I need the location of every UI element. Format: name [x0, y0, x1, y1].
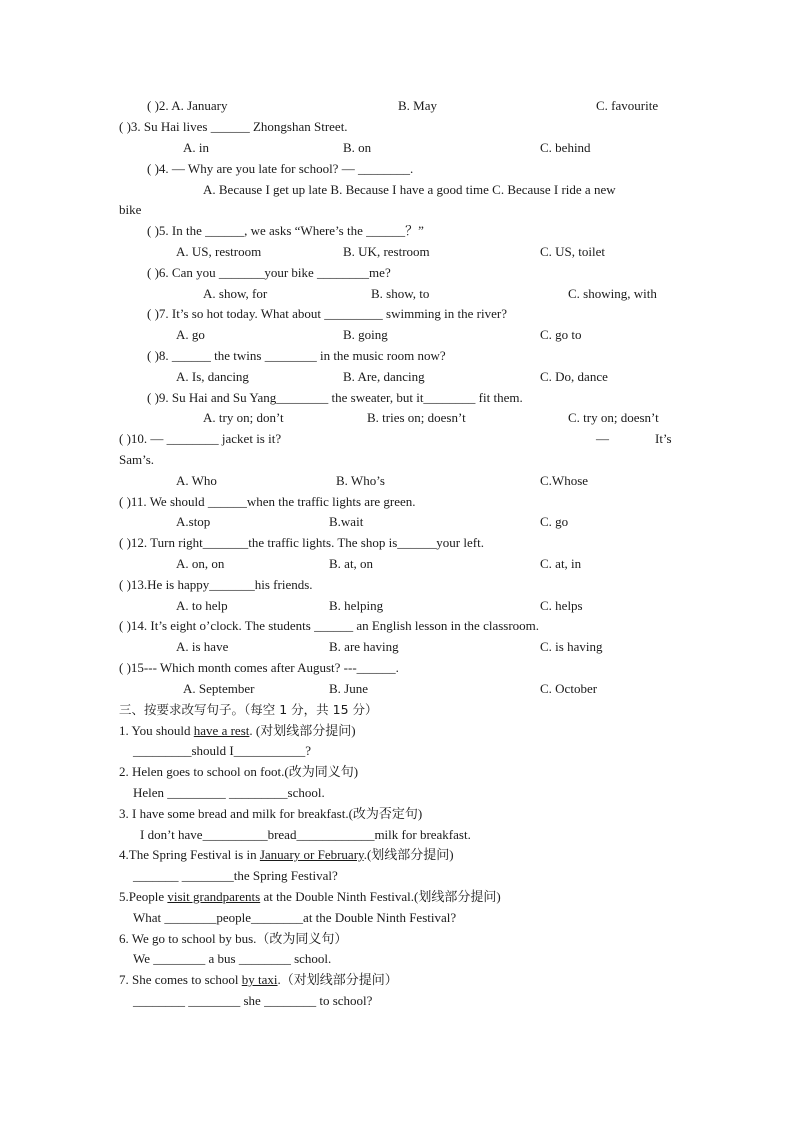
rewrite-3-prompt: 3. I have some bread and milk for breakfast.(改为否定句) — [119, 806, 423, 821]
question-15-option-b: B. June — [329, 681, 368, 696]
question-11-stem: ( )11. We should ______when the traffic lights are green. — [119, 494, 416, 509]
question-9-option-a: A. try on; don’t — [203, 410, 284, 425]
question-7-option-b: B. going — [343, 327, 388, 342]
rewrite-1-answer: _________should I___________? — [133, 743, 312, 758]
question-14-option-a: A. is have — [176, 639, 229, 654]
question-3-stem: ( )3. Su Hai lives ______ Zhongshan Street. — [119, 119, 348, 134]
question-13-option-a: A. to help — [176, 598, 228, 613]
question-5-option-a: A. US, restroom — [176, 244, 262, 259]
question-7-option-c: C. go to — [540, 327, 582, 342]
question-2-option-b: B. May — [398, 98, 437, 113]
question-10-option-a: A. Who — [176, 473, 217, 488]
question-2-option-c: C. favourite — [596, 98, 659, 113]
question-10-stem: ( )10. — ________ jacket is it? — [119, 431, 282, 446]
question-12-option-c: C. at, in — [540, 556, 582, 571]
question-4-wrap: bike — [119, 202, 142, 217]
question-5-stem: ( )5. In the ______, we asks “Where’s the ______？” — [147, 223, 424, 238]
question-8-option-a: A. Is, dancing — [176, 369, 249, 384]
question-10-dash: — — [596, 431, 609, 446]
question-11-option-a: A.stop — [176, 514, 211, 529]
question-8-option-c: C. Do, dance — [540, 369, 608, 384]
question-6-stem: ( )6. Can you _______your bike ________me? — [147, 265, 391, 280]
rewrite-6-answer: We ________ a bus ________ school. — [133, 951, 332, 966]
question-9-option-b: B. tries on; doesn’t — [367, 410, 466, 425]
section-3-title: 三、按要求改写句子。（每空 1 分，共 15 分） — [119, 702, 378, 717]
question-13-option-c: C. helps — [540, 598, 583, 613]
question-12-stem: ( )12. Turn right_______the traffic lights. The shop is______your left. — [119, 535, 484, 550]
rewrite-6-prompt: 6. We go to school by bus.（改为同义句） — [119, 931, 348, 946]
question-6-option-c: C. showing, with — [568, 286, 657, 301]
rewrite-5-prompt: 5.People visit grandparents at the Double Ninth Festival.(划线部分提问) — [119, 889, 501, 904]
question-5-option-b: B. UK, restroom — [343, 244, 430, 259]
question-15-option-c: C. October — [540, 681, 598, 696]
rewrite-3-answer: I don’t have__________bread____________milk for breakfast. — [140, 827, 471, 842]
question-6-option-b: B. show, to — [371, 286, 430, 301]
question-14-option-c: C. is having — [540, 639, 603, 654]
question-4-stem: ( )4. — Why are you late for school? — ________. — [147, 161, 414, 176]
rewrite-4-answer: _______ ________the Spring Festival? — [133, 868, 338, 883]
question-12-option-a: A. on, on — [176, 556, 225, 571]
question-7-option-a: A. go — [176, 327, 205, 342]
question-4-options: A. Because I get up late B. Because I have a good time C. Because I ride a new — [203, 182, 616, 197]
question-13-option-b: B. helping — [329, 598, 384, 613]
rewrite-7-prompt: 7. She comes to school by taxi.（对划线部分提问） — [119, 972, 398, 987]
question-3-option-c: C. behind — [540, 140, 591, 155]
rewrite-2-prompt: 2. Helen goes to school on foot.(改为同义句) — [119, 764, 359, 779]
question-14-option-b: B. are having — [329, 639, 399, 654]
question-7-stem: ( )7. It’s so hot today. What about _________ swimming in the river? — [147, 306, 507, 321]
question-15-option-a: A. September — [183, 681, 255, 696]
question-8-option-b: B. Are, dancing — [343, 369, 425, 384]
rewrite-7-answer: ________ ________ she ________ to school? — [133, 993, 373, 1008]
question-3-option-a: A. in — [183, 140, 209, 155]
question-12-option-b: B. at, on — [329, 556, 374, 571]
question-2-stem: ( )2. A. January — [147, 98, 228, 113]
question-10-option-b: B. Who’s — [336, 473, 385, 488]
question-10-option-c: C.Whose — [540, 473, 589, 488]
question-15-stem: ( )15--- Which month comes after August? ---______. — [119, 660, 399, 675]
rewrite-2-answer: Helen _________ _________school. — [133, 785, 325, 800]
question-5-option-c: C. US, toilet — [540, 244, 606, 259]
question-8-stem: ( )8. ______ the twins ________ in the music room now? — [147, 348, 446, 363]
question-3-option-b: B. on — [343, 140, 372, 155]
question-13-stem: ( )13.He is happy_______his friends. — [119, 577, 313, 592]
question-10-tail: It’s — [655, 431, 672, 446]
question-11-option-b: B.wait — [329, 514, 364, 529]
rewrite-5-answer: What ________people________at the Double Ninth Festival? — [133, 910, 457, 925]
question-6-option-a: A. show, for — [203, 286, 268, 301]
question-9-stem: ( )9. Su Hai and Su Yang________ the sweater, but it________ fit them. — [147, 390, 523, 405]
rewrite-4-prompt: 4.The Spring Festival is in January or February.(划线部分提问) — [119, 847, 454, 862]
rewrite-1-prompt: 1. You should have a rest. (对划线部分提问) — [119, 723, 356, 738]
question-14-stem: ( )14. It’s eight o’clock. The students ______ an English lesson in the classroom. — [119, 618, 540, 633]
question-9-option-c: C. try on; doesn’t — [568, 410, 659, 425]
question-11-option-c: C. go — [540, 514, 569, 529]
question-10-wrap: Sam’s. — [119, 452, 155, 467]
